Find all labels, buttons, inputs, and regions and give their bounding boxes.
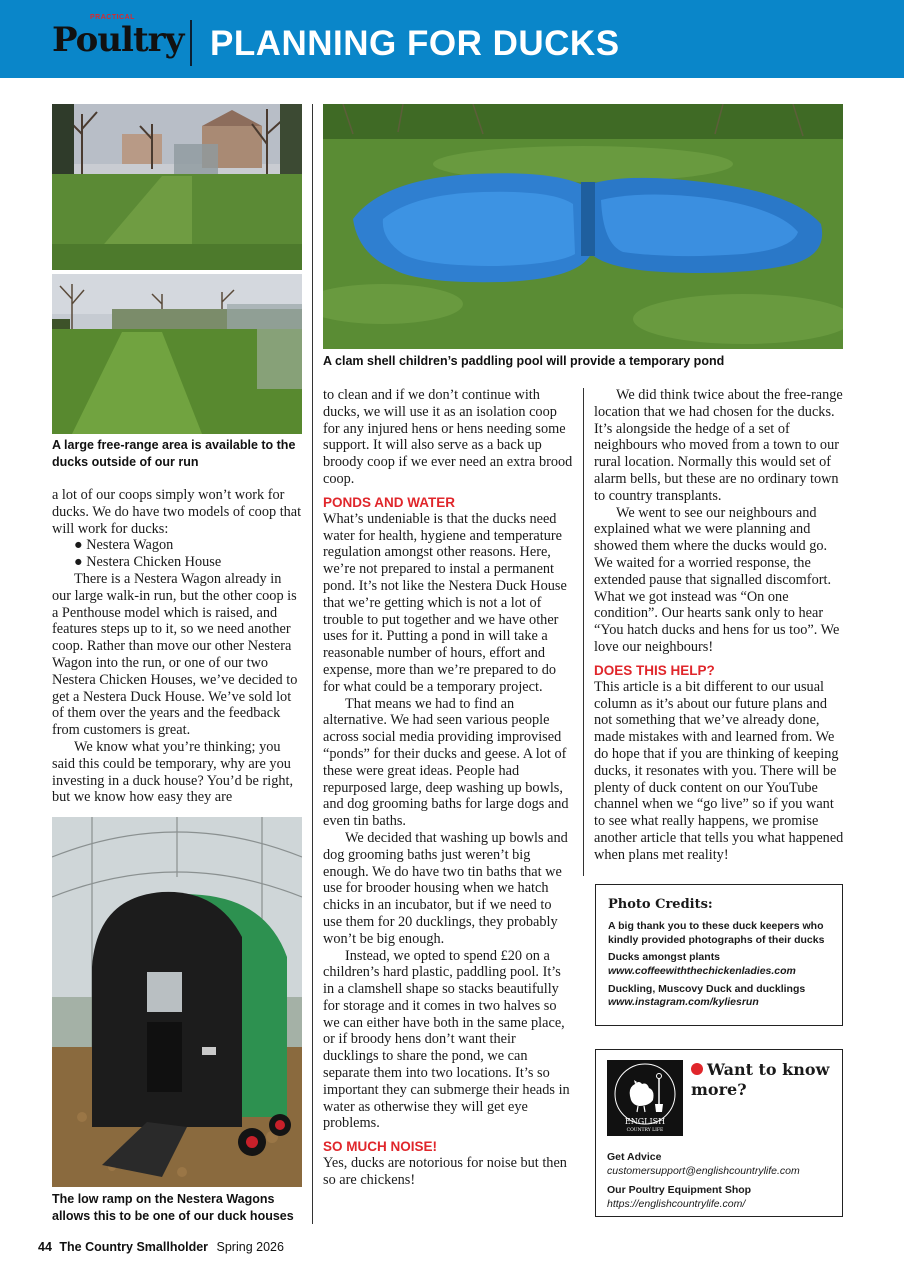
- column-2-text: [323, 387, 573, 1189]
- col2-paragraph-4: We decided that washing up bowls and dog grooming baths just weren’t big enough. We do have two tin baths that we use for brooder housing when we hatch chicks in an incubator, but if we need to use them for 20 ducklings, they probably won’t be big enough.: [323, 829, 568, 947]
- chicken-spade-icon: [607, 1060, 683, 1136]
- credits-item-1-label: Ducks amongst plants: [608, 951, 721, 963]
- column-3-text: [594, 387, 844, 864]
- col1-bullet-2: ● Nestera Chicken House: [74, 554, 222, 571]
- column-rule-right: [583, 388, 584, 876]
- col2-paragraph-2: What’s undeniable is that the ducks need water for health, hygiene and temperature regulation amongst other reasons. Here, we’re not prepared to instal a permanent pond. It’s not like the Nestera Duck House that we’re getting which is not a lot of trouble to put together and we have other uses for it. Putting a pond in will take a reasonable number of hours, effort and expense, more than we’re prepared to do for what could be a temporary project.: [323, 510, 567, 695]
- column-rule-left: [312, 104, 313, 1224]
- subhead-ponds-and-water: PONDS AND WATER: [323, 494, 456, 510]
- shop-label: Our Poultry Equipment Shop: [607, 1184, 752, 1196]
- logo-line-2: COUNTRY LIFE: [626, 1128, 664, 1133]
- magazine-name: The Country Smallholder: [59, 1240, 209, 1254]
- english-country-life-logo: [607, 1060, 683, 1136]
- caption-free-range: A large free-range area is available to the ducks outside of our run: [52, 438, 296, 469]
- photo-credits-box: [595, 884, 843, 1026]
- credits-item-2-url[interactable]: www.instagram.com/kyliesrun: [608, 996, 759, 1008]
- shop-url[interactable]: https://englishcountrylife.com/: [607, 1198, 746, 1210]
- subhead-does-this-help: DOES THIS HELP?: [594, 662, 715, 678]
- col1-paragraph-2: There is a Nestera Wagon already in our large walk-in run, but the other coop is a Penthouse model which is raised, and features steps up to it, so we need another coop. Rather than move our other Nestera Wagon into the run, or one of our two Nestera Chicken Houses, we’ve decided to get a Nestera Duck House. We’ve sold lot of them over the years and the feedback from customers is great.: [52, 570, 298, 739]
- issue-date: Spring 2026: [216, 1240, 284, 1254]
- free-range-photo: [52, 104, 302, 434]
- col3-paragraph-2: We went to see our neighbours and explained what we were planning and showed them where the ducks would go. We waited for a worried response, the extended pause that signalled discomfort. What we got instead was “On one condition”. Our hearts sank only to hear “You hatch ducks and hens for us too”. We love our neighbours!: [594, 504, 840, 655]
- col2-paragraph-5: Instead, we opted to spend £20 on a children’s hard plastic, paddling pool. It’s in a clamshell shape so stacks beautifully for storage and it comes in two halves so we can either have both in the same place, or if broody hens don’t want their ducklings to share the pond, we can separate them into two locations. It’s so important they can submerge their heads in water as otherwise they will get eye problems.: [323, 947, 570, 1132]
- logo-main-text: Poultry: [52, 20, 184, 60]
- column-1-text: [52, 487, 304, 806]
- caption-wagon: The low ramp on the Nestera Wagons allows this to be one of our duck houses: [52, 1192, 294, 1223]
- credits-thanks: A big thank you to these duck keepers who kindly provided photographs of their ducks: [608, 920, 825, 946]
- col1-paragraph-1: a lot of our coops simply won’t work for ducks. We do have two models of coop that will work for ducks:: [52, 487, 302, 537]
- paddling-pool-photo: [323, 104, 843, 349]
- get-advice-email[interactable]: customersupport@englishcountrylife.com: [607, 1165, 800, 1177]
- page-header: [0, 0, 904, 78]
- col1-paragraph-3: We know what you’re thinking; you said this could be temporary, why are you investing in a duck house? You’d be right, but we know how easy they are: [52, 738, 294, 806]
- col2-paragraph-6: Yes, ducks are notorious for noise but then so are chickens!: [323, 1155, 567, 1189]
- credits-item-1-url[interactable]: www.coffeewiththechickenladies.com: [608, 964, 796, 977]
- get-advice-label: Get Advice: [607, 1151, 662, 1163]
- col1-bullet-1: ● Nestera Wagon: [74, 537, 174, 554]
- credits-title: Photo Credits:: [608, 897, 713, 912]
- want-title-text: Want to know more?: [691, 1060, 830, 1099]
- want-to-know-more-title: [691, 1060, 836, 1100]
- page-title: PLANNING FOR DUCKS: [210, 24, 620, 63]
- subhead-so-much-noise: SO MUCH NOISE!: [323, 1139, 438, 1155]
- page-number: 44: [38, 1240, 52, 1254]
- logo-small-text: PRACTICAL: [90, 14, 135, 21]
- poultry-logo: [52, 14, 184, 68]
- caption-paddling-pool: A clam shell children’s paddling pool will provide a temporary pond: [323, 354, 725, 368]
- contact-links: [607, 1150, 837, 1216]
- page-footer: [38, 1240, 284, 1254]
- logo-line-1: ENGLISH: [624, 1117, 666, 1126]
- col2-paragraph-1: to clean and if we don’t continue with ducks, we will use it as an isolation coop for any injured hens or hens needing some support. It will also serve as a back up broody coop if we ever need an extra brood coop.: [323, 387, 573, 487]
- col3-paragraph-1: We did think twice about the free-range location that we had chosen for the ducks. It’s alongside the hedge of a set of neighbours who moved from a town to our rural location. Normally this would set of alarm bells, but these are no ordinary town to country transplants.: [594, 387, 843, 504]
- header-divider: [190, 20, 192, 66]
- credits-item-2-label: Duckling, Muscovy Duck and ducklings: [608, 982, 806, 995]
- col2-paragraph-3: That means we had to find an alternative. We had seen various people across social media providing improvised “ponds” for their ducks and geese. A lot of these were great ideas. People had repurposed large, deep washing up bowls, and dog grooming baths for large dogs and even tin baths.: [323, 695, 569, 830]
- nestera-wagon-photo: [52, 817, 302, 1187]
- red-dot-icon: [691, 1063, 703, 1075]
- col3-paragraph-3: This article is a bit different to our usual column as it’s about our future plans and not something that we’ve already done, made mistakes with and learned from. We do hope that if you are thinking of keeping ducks, it resonates with you. There will be plenty of duck content on our YouTube channel when we “go live” so if you want to see what really happens, we promise another article that tells you what happened when plans met reality!: [594, 678, 844, 863]
- want-to-know-more-box: [595, 1049, 843, 1217]
